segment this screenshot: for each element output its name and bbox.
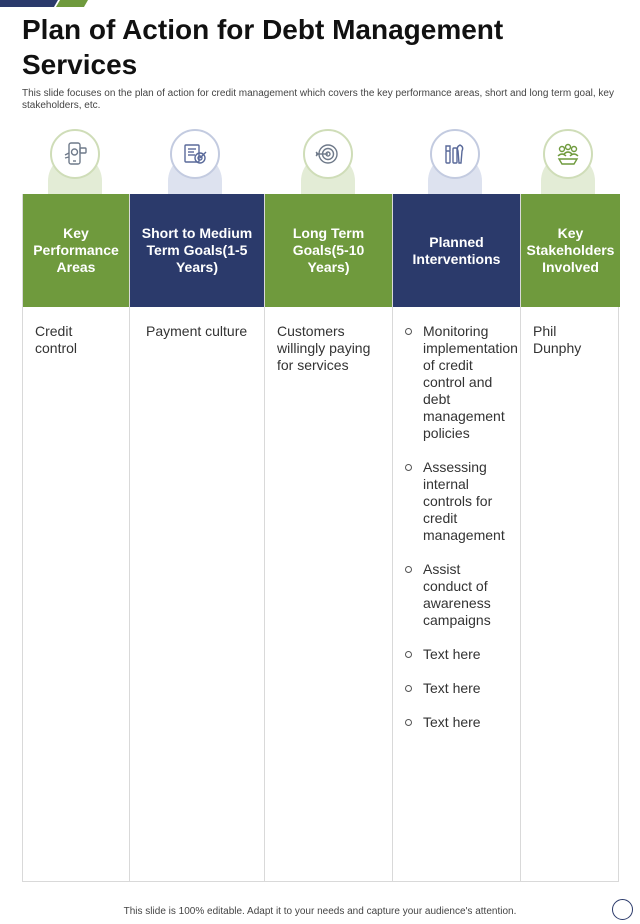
column-key-performance-areas	[23, 194, 129, 881]
top-accent-stripe	[0, 0, 90, 7]
header-short-term-goals: Short to Medium Term Goals(1-5 Years)	[130, 194, 264, 307]
accent-stripe-navy	[0, 0, 58, 7]
mobile-payment-icon	[60, 139, 90, 169]
column-short-term-goals	[129, 194, 264, 881]
accent-stripe-green	[56, 0, 88, 7]
column-planned-interventions	[392, 194, 520, 881]
page-subtitle: This slide focuses on the plan of action for credit management which covers the key performance areas, short and long term goal, key stakeholders, etc.	[22, 88, 614, 111]
stakeholders-group-icon	[553, 139, 583, 169]
icon-badge-4	[428, 126, 482, 194]
corner-circle-icon	[612, 899, 633, 920]
column-key-stakeholders	[520, 194, 620, 881]
column-long-term-goals	[264, 194, 392, 881]
list-item: Text here	[405, 680, 512, 697]
header-planned-interventions: Planned Interventions	[393, 194, 520, 307]
interventions-list	[393, 307, 520, 731]
cell-long-term-goals: Customers willingly paying for services	[277, 323, 371, 373]
page-title: Plan of Action for Debt Management Services	[22, 14, 504, 80]
header-key-performance-areas: Key Performance Areas	[23, 194, 129, 307]
header-long-term-goals: Long Term Goals(5-10 Years)	[265, 194, 392, 307]
list-item: Text here	[405, 646, 512, 663]
cell-key-stakeholders: Phil Dunphy	[533, 323, 582, 356]
list-item: Assist conduct of awareness campaigns	[405, 561, 512, 629]
list-item: Text here	[405, 714, 512, 731]
list-item: Monitoring implementation of credit control and debt management policies	[405, 323, 512, 442]
icon-badge-5	[541, 126, 595, 194]
footer-note: This slide is 100% editable. Adapt it to your needs and capture your audience's attention.	[123, 906, 517, 917]
list-item: Assessing internal controls for credit management	[405, 459, 512, 544]
tools-icon	[440, 139, 470, 169]
cell-short-term-goals: Payment culture	[146, 323, 248, 339]
icon-badge-3	[301, 126, 355, 194]
target-chart-icon	[180, 139, 210, 169]
icon-badge-1	[48, 126, 102, 194]
cell-key-performance-areas: Credit control	[35, 323, 78, 356]
dartboard-icon	[313, 139, 343, 169]
header-key-stakeholders: Key Stakeholders Involved	[521, 194, 620, 307]
icon-badge-2	[168, 126, 222, 194]
action-plan-table	[22, 194, 619, 882]
column-icons	[22, 126, 619, 194]
